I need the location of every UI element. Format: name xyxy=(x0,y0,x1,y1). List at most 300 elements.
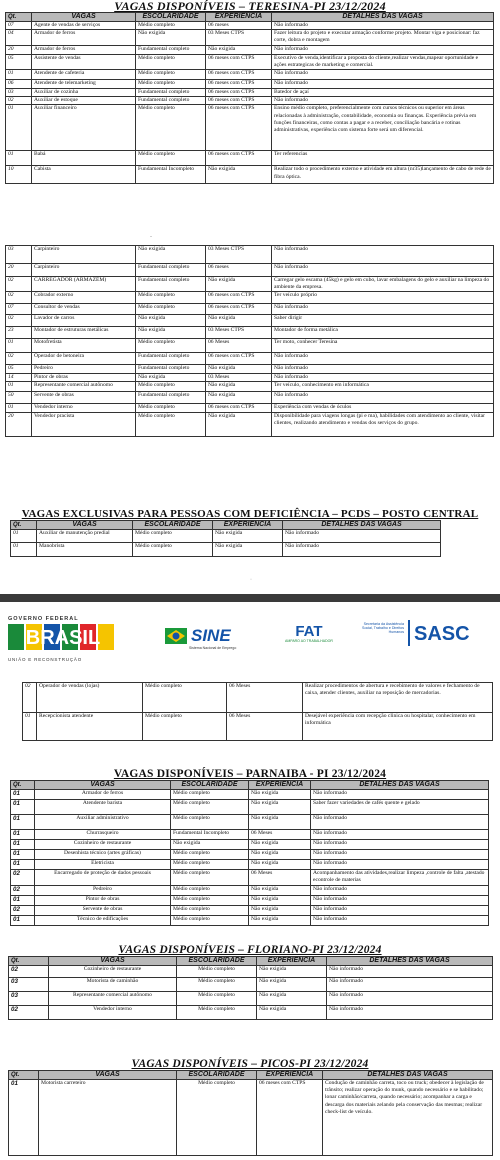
cell-experiencia: Não exigida xyxy=(206,365,272,373)
sine-logo: SINE Sistema Nacional de Emprego xyxy=(165,626,236,650)
cell-detalhes: Não informado xyxy=(311,886,489,896)
cell-escolaridade: Médio completo xyxy=(171,870,249,886)
cell-experiencia: 06 meses com CTPS xyxy=(206,353,272,365)
cell-detalhes: Ter veículo próprio xyxy=(272,292,494,304)
cell-vaga: Pedreiro xyxy=(32,365,136,373)
cell-vaga: Auxiliar de cozinha xyxy=(32,89,136,97)
cell-vaga: Vendedor interno xyxy=(49,1006,177,1020)
cell-experiencia: Não exigida xyxy=(206,381,272,391)
cell-vaga: Vendedor pracista xyxy=(32,412,136,436)
cell-escolaridade: Fundamental completo xyxy=(136,45,206,54)
table-row xyxy=(6,327,494,339)
header-experiencia: EXPERIÊNCIA xyxy=(206,13,272,22)
cell-experiencia: 06 meses com CTPS xyxy=(206,105,272,151)
cell-qt: 02 xyxy=(6,292,32,304)
header-vagas: VAGAS xyxy=(49,957,177,966)
table-row xyxy=(11,800,489,815)
cell-vaga: Assistente de vendas xyxy=(32,54,136,69)
cell-experiencia: 06 meses xyxy=(206,22,272,30)
cell-vaga: Auxiliar de manutenção predial xyxy=(37,530,133,543)
cell-escolaridade: Médio completo xyxy=(171,906,249,916)
cell-experiencia: Não exigida xyxy=(213,543,283,557)
cell-experiencia: 06 Meses xyxy=(206,339,272,353)
table-row xyxy=(9,1006,493,1020)
cell-experiencia: 06 meses com CTPS xyxy=(257,1080,323,1156)
cell-qt: 05 xyxy=(6,365,32,373)
table-row xyxy=(11,840,489,850)
header-escolaridade: ESCOLARIDADE xyxy=(171,781,249,790)
jobs-table xyxy=(10,520,441,557)
cell-qt: 02 xyxy=(11,906,35,916)
cell-escolaridade: Médio completo xyxy=(143,713,227,741)
cell-qt: 01 xyxy=(6,403,32,412)
cell-escolaridade: Fundamental completo xyxy=(136,365,206,373)
cell-escolaridade: Médio completo xyxy=(171,916,249,926)
cell-experiencia: Não exigida xyxy=(249,906,311,916)
table-row xyxy=(11,543,441,557)
header-experiencia: EXPERIÊNCIA xyxy=(257,1071,323,1080)
table-row xyxy=(6,315,494,327)
cell-escolaridade: Médio completo xyxy=(171,886,249,896)
cell-vaga: Eletricista xyxy=(35,860,171,870)
table-row xyxy=(6,45,494,54)
cell-detalhes: Acompanhamento das atividades,realizar limpeza ,controle de falta ,atestado econtrole de materias xyxy=(311,870,489,886)
cell-qt: 01 xyxy=(6,339,32,353)
cell-escolaridade: Fundamental completo xyxy=(136,97,206,105)
cell-escolaridade: Fundamental Incompleto xyxy=(136,166,206,184)
cell-vaga: Motorista carreteiro xyxy=(39,1080,177,1156)
header-qt: Qt. xyxy=(6,13,32,22)
cell-vaga: Babá xyxy=(32,151,136,166)
cell-qt: 14 xyxy=(6,373,32,381)
cell-vaga: Recepcionista atendente xyxy=(37,713,143,741)
header-experiencia: EXPERIÊNCIA xyxy=(257,957,327,966)
cell-detalhes: Não informado xyxy=(311,906,489,916)
cell-experiencia: Não exigida xyxy=(206,315,272,327)
gov-federal-logo: GOVERNO FEDERAL BRASIL UNIÃO E RECONSTRUÇÃO xyxy=(8,616,118,662)
cell-experiencia: Não exigida xyxy=(249,800,311,815)
table-row xyxy=(6,381,494,391)
cell-detalhes: Não informado xyxy=(311,830,489,840)
table-header-row xyxy=(11,781,489,790)
cell-experiencia: Não exigida xyxy=(257,978,327,992)
table-row xyxy=(6,151,494,166)
table-row xyxy=(6,403,494,412)
cell-escolaridade: Fundamental completo xyxy=(136,353,206,365)
section-title: VAGAS DISPONÍVEIS – PARNAIBA - PI 23/12/2024 xyxy=(113,768,387,780)
cell-detalhes: Montador de forma metálica xyxy=(272,327,494,339)
cell-escolaridade: Médio completo xyxy=(136,105,206,151)
cell-escolaridade: Médio completo xyxy=(136,151,206,166)
cell-vaga: Churrasqueiro xyxy=(35,830,171,840)
cell-vaga: Armador de ferros xyxy=(35,790,171,800)
cell-vaga: Carpinteiro xyxy=(32,246,136,264)
cell-detalhes: Desejável experiência com recepção clinica ou hospitalar, conhecimento em informática xyxy=(303,713,493,741)
cell-qt: 23 xyxy=(6,327,32,339)
header-escolaridade: ESCOLARIDADE xyxy=(177,957,257,966)
cell-qt: 01 xyxy=(6,105,32,151)
cell-vaga: Pintor de obras xyxy=(35,896,171,906)
cell-detalhes: Não informado xyxy=(327,1006,493,1020)
cell-qt: 03 xyxy=(6,89,32,97)
cell-vaga: Operador de betoneira xyxy=(32,353,136,365)
jobs-table xyxy=(5,245,494,437)
cell-detalhes: Não informado xyxy=(311,850,489,860)
cell-experiencia: 06 meses xyxy=(206,264,272,277)
table-row xyxy=(6,292,494,304)
cell-experiencia: 03 Meses xyxy=(206,373,272,381)
cell-escolaridade: Não exigida xyxy=(136,30,206,45)
cell-experiencia: 03 Meses CTPS xyxy=(206,30,272,45)
table-row xyxy=(6,391,494,403)
section-title: VAGAS DISPONÍVEIS – FLORIANO-PI 23/12/2024 xyxy=(118,944,382,956)
cell-escolaridade: Médio completo xyxy=(171,790,249,800)
header-detalhes: DETALHES DAS VAGAS xyxy=(272,13,494,22)
table-row xyxy=(6,166,494,184)
cell-escolaridade: Médio completo xyxy=(133,543,213,557)
cell-escolaridade: Médio completo xyxy=(136,339,206,353)
table-row xyxy=(6,54,494,69)
cell-qt: 02 xyxy=(6,277,32,292)
cell-experiencia: 06 Meses xyxy=(249,870,311,886)
cell-detalhes: Ter referencias xyxy=(272,151,494,166)
cell-vaga: Atendente de telemarketing xyxy=(32,80,136,89)
jobs-table xyxy=(8,956,493,1020)
table-row xyxy=(6,304,494,315)
cell-vaga: Montador de estruturas metálicas xyxy=(32,327,136,339)
table-row xyxy=(6,365,494,373)
table-row xyxy=(11,815,489,830)
cell-experiencia: 03 Meses CTPS xyxy=(206,246,272,264)
cell-vaga: Representante comercial autônomo xyxy=(49,992,177,1006)
cell-qt: 02 xyxy=(11,886,35,896)
cell-escolaridade: Médio completo xyxy=(136,54,206,69)
section-title: VAGAS DISPONÍVEIS – PICOS-PI 23/12/2024 xyxy=(131,1058,369,1070)
cell-detalhes: Não informado xyxy=(272,365,494,373)
cell-detalhes: Não informado xyxy=(272,353,494,365)
cell-detalhes: Não informado xyxy=(272,45,494,54)
cell-escolaridade: Não exigida xyxy=(136,373,206,381)
cell-experiencia: 06 meses com CTPS xyxy=(206,97,272,105)
cell-experiencia: 06 meses com CTPS xyxy=(206,70,272,80)
cell-experiencia: Não exigida xyxy=(213,530,283,543)
cell-detalhes: Não informado xyxy=(283,530,441,543)
table-row xyxy=(11,530,441,543)
cell-qt: 01 xyxy=(11,896,35,906)
table-row xyxy=(6,373,494,381)
cell-qt: 07 xyxy=(6,304,32,315)
cell-escolaridade: Médio completo xyxy=(136,292,206,304)
cell-detalhes: Não informado xyxy=(327,966,493,978)
cell-vaga: Auxiliar financeiro xyxy=(32,105,136,151)
table-row xyxy=(6,264,494,277)
cell-qt: 20 xyxy=(6,412,32,436)
sasc-logo: Secretaria da Assistência Social, Trabalho e Direitos Humanos SASC xyxy=(362,622,470,645)
cell-experiencia: Não exigida xyxy=(249,815,311,830)
cell-experiencia: Não exigida xyxy=(249,916,311,926)
cell-detalhes: Ensino médio completo, preferencialmente com cursos técnicos ou superior em áreas relacionadas à administração, contabilidade, economia ou finanças. Experiência prévia em funções financeiras, como contas a pagar e a receber, conciliação bancária e rotinas administrativas, experiência com sistema forte será um diferencial. xyxy=(272,105,494,151)
cell-detalhes: Não informado xyxy=(272,373,494,381)
cell-escolaridade: Fundamental completo xyxy=(136,277,206,292)
cell-qt: 05 xyxy=(6,54,32,69)
cell-vaga: Cobrador externo xyxy=(32,292,136,304)
cell-qt: 01 xyxy=(11,790,35,800)
cell-vaga: Representante comercial autônomo xyxy=(32,381,136,391)
cell-detalhes: Não informado xyxy=(311,916,489,926)
cell-vaga: Atendente de cafeteria xyxy=(32,70,136,80)
cell-vaga: Servente de obras xyxy=(32,391,136,403)
cell-detalhes: Não informado xyxy=(311,815,489,830)
cell-detalhes: Carregar gelo escama (45kg) e gelo em cubo, lavar embalagens do gelo e auxiliar na limpeza do ambiente da empresa. xyxy=(272,277,494,292)
cell-qt: 01 xyxy=(6,70,32,80)
cell-vaga: Motofretista xyxy=(32,339,136,353)
cell-detalhes: Não informado xyxy=(283,543,441,557)
cell-qt: 01 xyxy=(6,151,32,166)
cell-vaga: Pedreiro xyxy=(35,886,171,896)
table-row xyxy=(6,30,494,45)
cell-detalhes: Não informado xyxy=(311,896,489,906)
cell-vaga: Manobrista xyxy=(37,543,133,557)
cell-qt: 07 xyxy=(6,22,32,30)
cell-experiencia: Não exigida xyxy=(249,860,311,870)
header-vagas: VAGAS xyxy=(32,13,136,22)
cell-qt: 03 xyxy=(9,978,49,992)
cell-detalhes: Não informado xyxy=(327,992,493,1006)
cell-qt: 02 xyxy=(6,353,32,365)
page-break xyxy=(0,594,500,602)
cell-experiencia: 06 Meses xyxy=(249,830,311,840)
cell-experiencia: Não exigida xyxy=(206,45,272,54)
table-row xyxy=(6,89,494,97)
cell-escolaridade: Médio completo xyxy=(171,815,249,830)
cell-qt: 02 xyxy=(6,97,32,105)
cell-detalhes: Ter veículo, conhecimento em informática xyxy=(272,381,494,391)
cell-detalhes: Saber fazer variedades de cafés quente e gelado xyxy=(311,800,489,815)
cell-qt: 01 xyxy=(11,530,37,543)
table-header-row xyxy=(6,13,494,22)
cell-experiencia: 06 meses com CTPS xyxy=(206,54,272,69)
cell-qt: 01 xyxy=(11,815,35,830)
cell-experiencia: Não exigida xyxy=(249,850,311,860)
cell-detalhes: Experiência com vendas de óculos xyxy=(272,403,494,412)
cell-escolaridade: Médio completo xyxy=(136,22,206,30)
cell-experiencia: Não exigida xyxy=(206,412,272,436)
cell-escolaridade: Médio completo xyxy=(177,992,257,1006)
table-row xyxy=(11,850,489,860)
table-header-row xyxy=(9,1071,493,1080)
cell-detalhes: Não informado xyxy=(272,304,494,315)
cell-qt: 20 xyxy=(6,45,32,54)
cell-experiencia: 06 Meses xyxy=(227,713,303,741)
cell-escolaridade: Médio completo xyxy=(136,403,206,412)
cell-vaga: CARREGADOR (ARMAZÉM) xyxy=(32,277,136,292)
section-title: VAGAS EXCLUSIVAS PARA PESSOAS COM DEFICIÊNCIA – PCDS – POSTO CENTRAL xyxy=(21,508,479,520)
table-row xyxy=(6,339,494,353)
jobs-table xyxy=(5,12,494,184)
cell-detalhes: Não informado xyxy=(311,790,489,800)
section-floriano xyxy=(0,944,500,1013)
cell-qt: 04 xyxy=(6,30,32,45)
cell-vaga: Motorista de caminhão xyxy=(49,978,177,992)
section-title: VAGAS DISPONÍVEIS – TERESINA-PI 23/12/2024 xyxy=(114,0,386,13)
page-mark: - xyxy=(150,234,152,240)
cell-qt: 02 xyxy=(9,1006,49,1020)
cell-qt: 01 xyxy=(6,381,32,391)
table-row xyxy=(11,830,489,840)
page-mark: · xyxy=(250,577,252,583)
cell-qt: 01 xyxy=(11,543,37,557)
header-detalhes: DETALHES DAS VAGAS xyxy=(283,521,441,530)
cell-qt: 03 xyxy=(9,992,49,1006)
cell-experiencia: 06 meses com CTPS xyxy=(206,80,272,89)
jobs-table xyxy=(22,682,493,741)
table-row xyxy=(11,860,489,870)
table-row xyxy=(6,97,494,105)
cell-experiencia: Não exigida xyxy=(257,992,327,1006)
brasil-logo-icon xyxy=(8,622,118,652)
header-qt: Qt. xyxy=(9,957,49,966)
cell-detalhes: Ter moto, conhecer Teresina xyxy=(272,339,494,353)
header-qt: Qt. xyxy=(9,1071,39,1080)
cell-escolaridade: Fundamental Incompleto xyxy=(171,830,249,840)
cell-qt: 01 xyxy=(11,860,35,870)
logo-header xyxy=(0,606,500,678)
cell-detalhes: Não informado xyxy=(272,246,494,264)
section-pcd xyxy=(0,508,500,549)
table-row xyxy=(9,966,493,978)
header-vagas: VAGAS xyxy=(37,521,133,530)
cell-vaga: Consultor de vendas xyxy=(32,304,136,315)
table-row xyxy=(11,870,489,886)
cell-detalhes: Fazer leitura do projeto e executar armação conforme projeto. Montar viga e posicionar: faz corte, dobra e montagem xyxy=(272,30,494,45)
cell-experiencia: 06 meses com CTPS xyxy=(206,292,272,304)
cell-detalhes: Condução de caminhão carreta, toco ou truck; obedecer à legislação de trânsito; realizar operação do munk, quando necessário e se habilitado; lonar caminhão/carreta, quando necessário; acompanhar a carga e descarga dos materiais zelando pela conservação das mesmas; realizar check-list de veículo. xyxy=(323,1080,493,1156)
cell-experiencia: Não exigida xyxy=(257,1006,327,1020)
cell-escolaridade: Médio completo xyxy=(136,70,206,80)
cell-detalhes: Batedor de açaí xyxy=(272,89,494,97)
cell-vaga: Cozinheiro de restaurante xyxy=(35,840,171,850)
cell-escolaridade: Médio completo xyxy=(171,850,249,860)
cell-vaga: Cabista xyxy=(32,166,136,184)
cell-escolaridade: Médio completo xyxy=(177,966,257,978)
table-row xyxy=(23,683,493,713)
table-row xyxy=(11,906,489,916)
cell-vaga: Armador de ferros xyxy=(32,45,136,54)
cell-vaga: Carpinteiro xyxy=(32,264,136,277)
cell-detalhes: Não informado xyxy=(272,97,494,105)
header-experiencia: EXPERIÊNCIA xyxy=(249,781,311,790)
table-header-row xyxy=(9,957,493,966)
cell-experiencia: 06 meses com CTPS xyxy=(206,89,272,97)
cell-qt: 01 xyxy=(11,916,35,926)
cell-vaga: Lavador de carros xyxy=(32,315,136,327)
cell-detalhes: Não informado xyxy=(272,70,494,80)
section-teresina xyxy=(0,0,500,180)
cell-detalhes: Não informado xyxy=(311,860,489,870)
jobs-table xyxy=(10,780,489,926)
header-qt: Qt. xyxy=(11,521,37,530)
cell-experiencia: 06 meses com CTPS xyxy=(206,403,272,412)
table-row xyxy=(11,886,489,896)
header-detalhes: DETALHES DAS VAGAS xyxy=(323,1071,493,1080)
cell-experiencia: Não exigida xyxy=(249,790,311,800)
cell-vaga: Pintor de obras xyxy=(32,373,136,381)
cell-escolaridade: Não exigida xyxy=(136,315,206,327)
cell-experiencia: 06 meses com CTPS xyxy=(206,151,272,166)
cell-experiencia: 03 Meses CTPS xyxy=(206,327,272,339)
cell-vaga: Atendente barista xyxy=(35,800,171,815)
cell-vaga: Armador de ferros xyxy=(32,30,136,45)
cell-qt: 01 xyxy=(23,713,37,741)
cell-detalhes: Realizar todo o procedimento externo e atividade em altura (nr35)lançamento de cabo de rede de fibra óptica. xyxy=(272,166,494,184)
header-detalhes: DETALHES DAS VAGAS xyxy=(311,781,489,790)
table-row xyxy=(6,22,494,30)
cell-detalhes: Não informado xyxy=(327,978,493,992)
cell-detalhes: Não informado xyxy=(272,264,494,277)
cell-qt: 10 xyxy=(6,166,32,184)
table-header-row xyxy=(11,521,441,530)
cell-vaga: Cozinheiro de restaurante xyxy=(49,966,177,978)
cell-escolaridade: Médio completo xyxy=(171,860,249,870)
header-vagas: VAGAS xyxy=(39,1071,177,1080)
cell-escolaridade: Médio completo xyxy=(136,304,206,315)
cell-experiencia: 06 meses com CTPS xyxy=(206,304,272,315)
header-escolaridade: ESCOLARIDADE xyxy=(133,521,213,530)
cell-escolaridade: Médio completo xyxy=(177,1006,257,1020)
table-row xyxy=(6,353,494,365)
cell-escolaridade: Médio completo xyxy=(136,381,206,391)
table-row xyxy=(11,916,489,926)
cell-escolaridade: Médio completo xyxy=(136,80,206,89)
cell-qt: 02 xyxy=(23,683,37,713)
cell-escolaridade: Médio completo xyxy=(177,1080,257,1156)
cell-qt: 01 xyxy=(9,1080,39,1156)
table-row xyxy=(9,992,493,1006)
cell-detalhes: Não informado xyxy=(272,80,494,89)
cell-experiencia: Não exigida xyxy=(206,166,272,184)
cell-experiencia: Não exigida xyxy=(249,886,311,896)
cell-vaga: Agente de vendas de serviços xyxy=(32,22,136,30)
cell-detalhes: Não informado xyxy=(311,840,489,850)
cell-qt: 02 xyxy=(9,966,49,978)
cell-escolaridade: Fundamental completo xyxy=(136,89,206,97)
cell-vaga: Técnico de edificações xyxy=(35,916,171,926)
cell-escolaridade: Médio completo xyxy=(177,978,257,992)
cell-experiencia: Não exigida xyxy=(249,840,311,850)
cell-qt: 01 xyxy=(11,850,35,860)
svg-text:BRASIL: BRASIL xyxy=(25,627,101,649)
cell-detalhes: Realizar procedimentos de abertura e recebimento de valores e fechamento de caixa, atender clientes, auxiliar na reposição de mercadorias. xyxy=(303,683,493,713)
header-vagas: VAGAS xyxy=(35,781,171,790)
header-qt: Qt. xyxy=(11,781,35,790)
header-escolaridade: ESCOLARIDADE xyxy=(136,13,206,22)
header-experiencia: EXPERIÊNCIA xyxy=(213,521,283,530)
table-row xyxy=(9,978,493,992)
cell-vaga: Auxiliar de estoque xyxy=(32,97,136,105)
cell-detalhes: Executivo de venda,identificar a proposta do cliente,realizar vendas,mapear oportunidade e ações estrategicas de marketing e comercial. xyxy=(272,54,494,69)
header-escolaridade: ESCOLARIDADE xyxy=(177,1071,257,1080)
cell-qt: 02 xyxy=(6,315,32,327)
header-detalhes: DETALHES DAS VAGAS xyxy=(327,957,493,966)
cell-vaga: Desenhista técnico (artes gráficas) xyxy=(35,850,171,860)
table-row xyxy=(6,70,494,80)
cell-detalhes: Não informado xyxy=(272,22,494,30)
cell-detalhes: Disponibilidade para viagens longas (pi e ma), habilidades com atendimento ao cliente, visitar clientes, realizando atendimento e vendas dos serviços do grupo. xyxy=(272,412,494,436)
sine-flag-icon xyxy=(165,628,187,644)
table-row xyxy=(6,105,494,151)
cell-escolaridade: Fundamental completo xyxy=(136,391,206,403)
table-row xyxy=(23,713,493,741)
